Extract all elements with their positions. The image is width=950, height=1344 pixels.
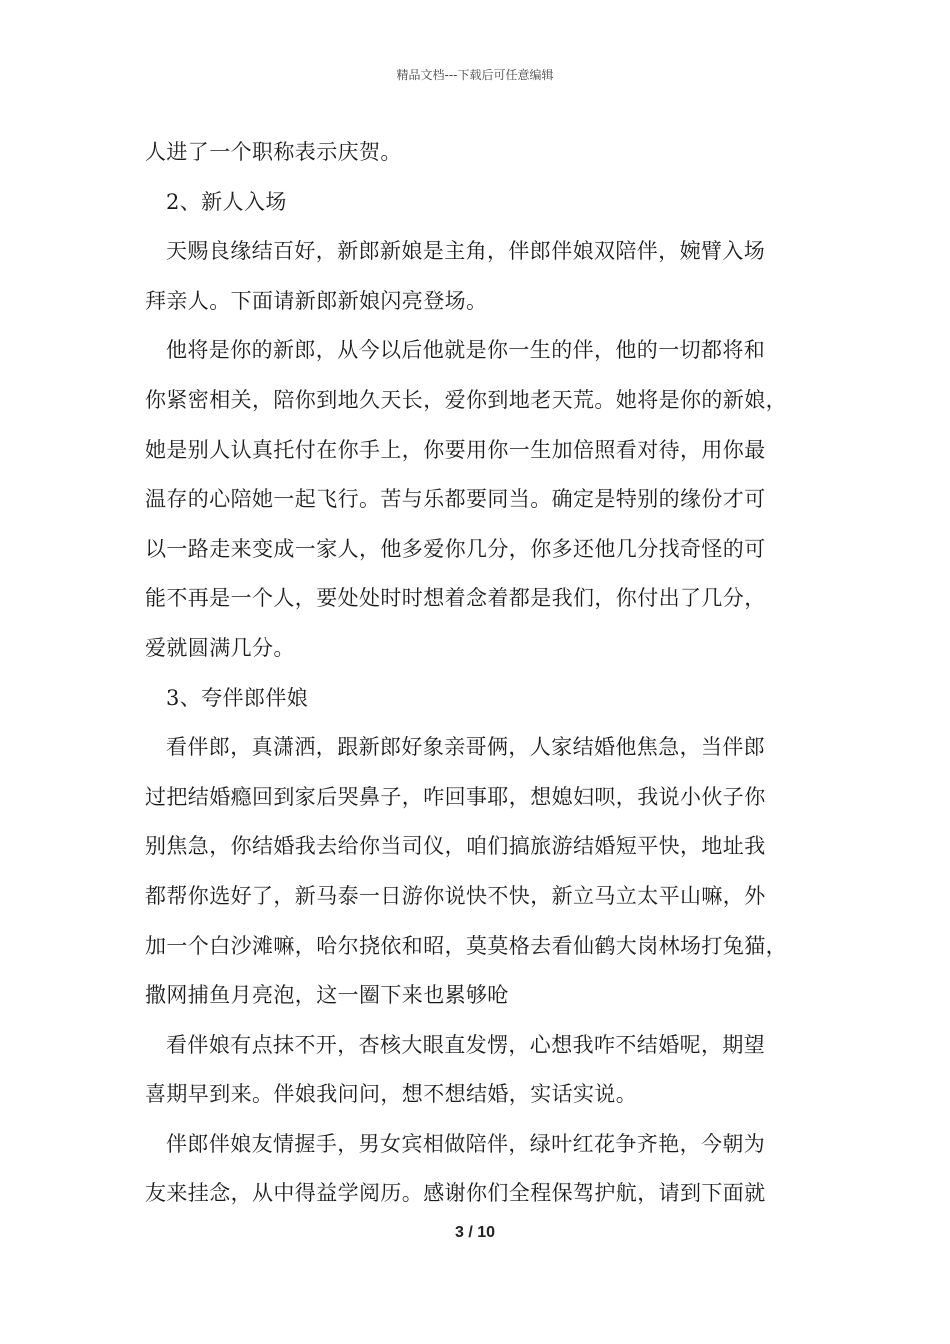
text-line: 友来挂念，从中得益学阅历。感谢你们全程保驾护航，请到下面就: [145, 1181, 766, 1206]
text-line: 以一路走来变成一家人，他多爱你几分，你多还他几分找奇怪的可: [145, 536, 766, 561]
text-line: 能不再是一个人，要处处时时想着念着都是我们，你付出了几分，: [145, 586, 766, 611]
text-line: 温存的心陪她一起飞行。苦与乐都要同当。确定是特别的缘份才可: [145, 487, 766, 512]
text-line: 伴郎伴娘友情握手，男女宾相做陪伴，绿叶红花争齐艳，今朝为: [166, 1131, 766, 1156]
text-line: 看伴郎，真潇洒，跟新郎好象亲哥俩，人家结婚他焦急，当伴郎: [166, 735, 766, 760]
text-line: 喜期早到来。伴娘我问问，想不想结婚，实话实说。: [145, 1082, 638, 1107]
text-line: 都帮你选好了，新马泰一日游你说快不快，新立马立太平山嘛，外: [145, 883, 766, 908]
page-number: 3 / 10: [454, 1224, 496, 1241]
text-line: 爱就圆满几分。: [145, 635, 295, 660]
text-line: 天赐良缘结百好，新郎新娘是主角，伴郎伴娘双陪伴，婉臂入场: [166, 239, 766, 264]
text-line: 过把结婚瘾回到家后哭鼻子，咋回事耶，想媳妇呗，我说小伙子你: [145, 784, 766, 809]
text-line: 2、新人入场: [166, 189, 287, 214]
text-line: 撒网捕鱼月亮泡，这一圈下来也累够呛: [145, 983, 509, 1008]
text-line: 加一个白沙滩嘛，哈尔挠依和昭，莫莫格去看仙鹤大岗林场打兔猫，: [145, 933, 787, 958]
text-line: 3、夸伴郎伴娘: [166, 685, 309, 710]
text-line: 拜亲人。下面请新郎新娘闪亮登场。: [145, 288, 488, 313]
text-line: 人进了一个职称表示庆贺。: [145, 140, 402, 164]
text-line: 看伴娘有点抹不开，杏核大眼直发愣，心想我咋不结婚呢，期望: [166, 1032, 766, 1057]
text-line: 你紧密相关，陪你到地久天长，爱你到地老天荒。她将是你的新娘，: [145, 387, 787, 412]
body-text: [145, 128, 825, 1219]
text-line: 他将是你的新郎，从今以后他就是你一生的伴，他的一切都将和: [166, 338, 766, 363]
page-header: 精品文档---下载后可任意编辑: [396, 68, 554, 82]
text-line: 她是别人认真托付在你手上，你要用你一生加倍照看对待，用你最: [145, 437, 766, 462]
text-line: 别焦急，你结婚我去给你当司仪，咱们搞旅游结婚短平快，地址我: [145, 834, 766, 859]
